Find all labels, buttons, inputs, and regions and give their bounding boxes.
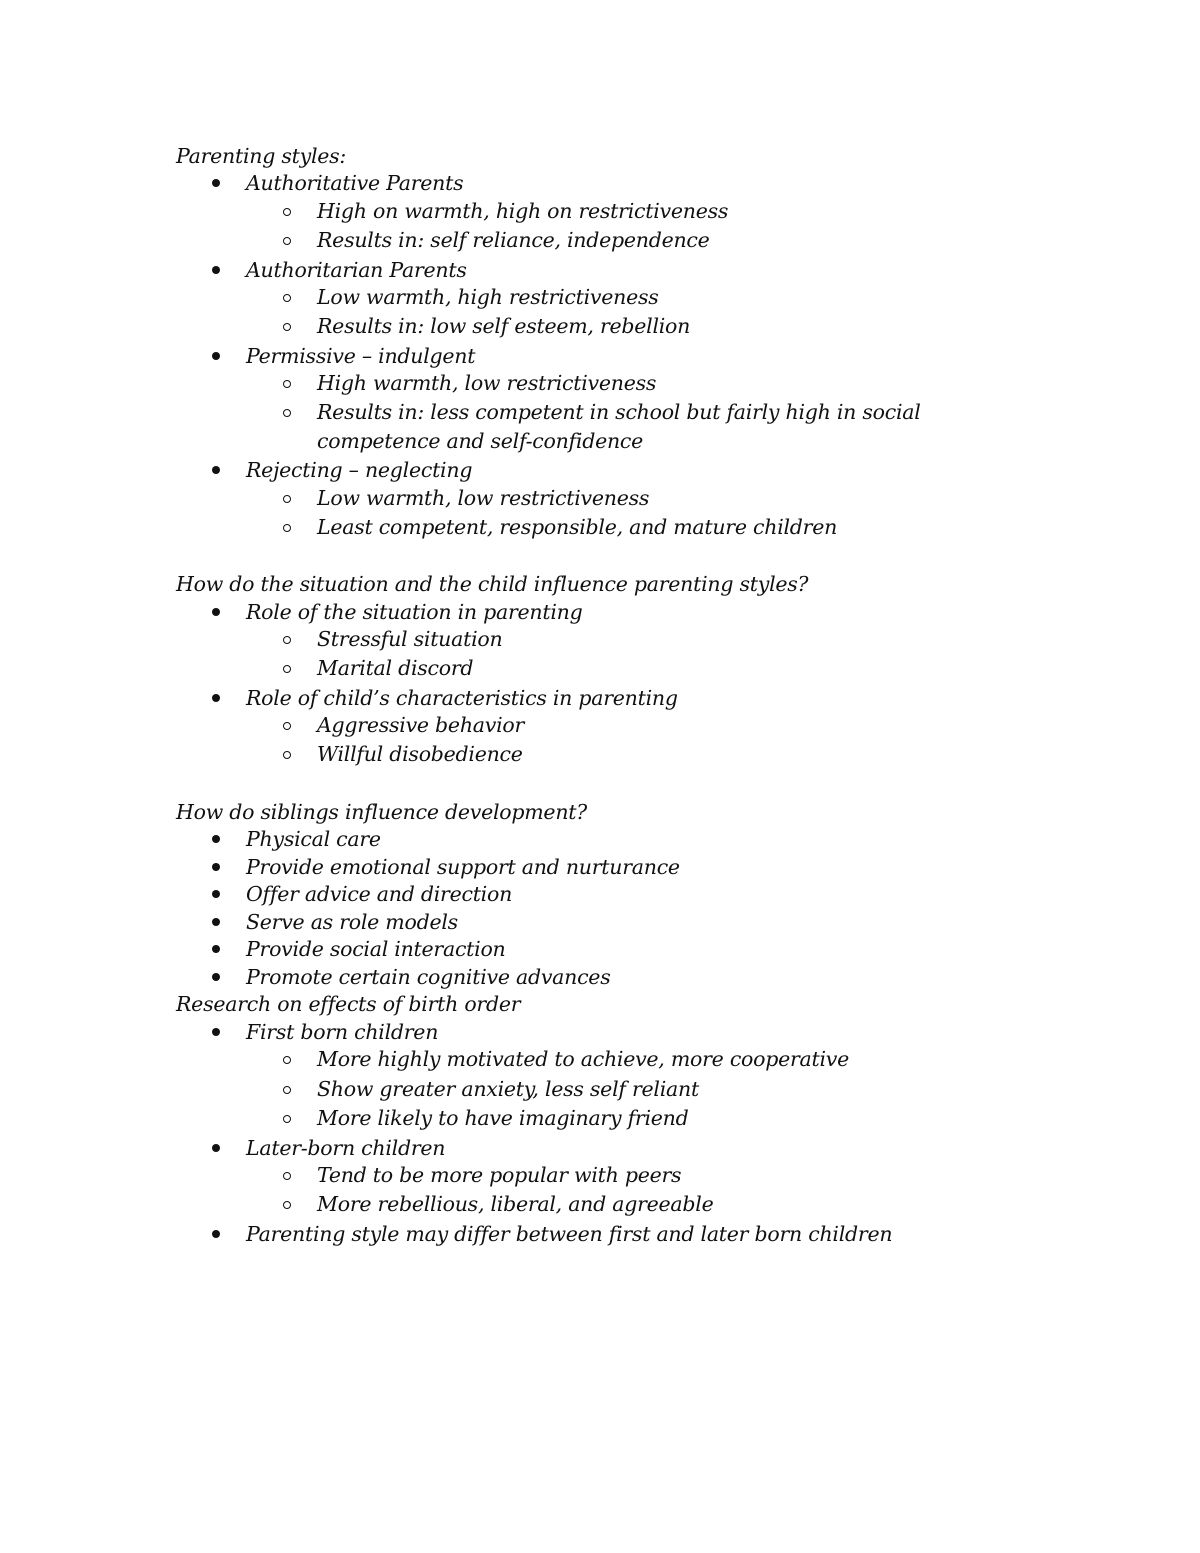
bullet-circle-icon	[283, 495, 291, 503]
bullet-dot-icon	[212, 266, 220, 274]
bullet-text: Promote certain cognitive advances	[246, 965, 611, 989]
section-heading-influence: How do the situation and the child influence parenting styles?	[176, 572, 809, 596]
sub-bullet-item	[317, 484, 649, 513]
bullet-text: Role of child’s characteristics in parenting	[246, 686, 678, 710]
sub-bullet-text: High warmth, low restrictiveness	[317, 371, 657, 395]
bullet-dot-icon	[212, 835, 220, 843]
bullet-dot-icon	[212, 945, 220, 953]
bullet-text: Physical care	[246, 827, 381, 851]
sub-bullet-text: Results in: self reliance, independence	[317, 228, 710, 252]
bullet-dot-icon	[212, 863, 220, 871]
bullet-circle-icon	[283, 380, 291, 388]
bullet-item	[246, 880, 512, 909]
sub-bullet-text: Low warmth, high restrictiveness	[317, 285, 659, 309]
bullet-item	[246, 908, 458, 937]
bullet-text: Parenting style may differ between first and later born children	[246, 1222, 893, 1246]
bullet-text: Authoritarian Parents	[246, 258, 467, 282]
sub-bullet-text: Results in: low self esteem, rebellion	[317, 314, 691, 338]
sub-bullet-text: Low warmth, low restrictiveness	[317, 486, 650, 510]
bullet-circle-icon	[283, 323, 291, 331]
bullet-item-parenting-style-note	[246, 1220, 892, 1249]
bullet-text: Provide emotional support and nurturance	[246, 855, 680, 879]
bullet-item	[246, 935, 506, 964]
bullet-circle-icon	[283, 1115, 291, 1123]
sub-bullet-item	[317, 283, 659, 312]
bullet-circle-icon	[283, 1086, 291, 1094]
bullet-circle-icon	[283, 409, 291, 417]
bullet-item-later-born	[246, 1134, 445, 1163]
bullet-item	[246, 825, 381, 854]
sub-bullet-item	[317, 1161, 681, 1190]
sub-bullet-text: Least competent, responsible, and mature children	[317, 515, 838, 539]
section-heading-birth-order: Research on effects of birth order	[176, 992, 521, 1016]
section-heading-siblings: How do siblings influence development?	[176, 800, 588, 824]
bullet-item	[246, 853, 680, 882]
bullet-dot-icon	[212, 352, 220, 360]
bullet-item	[246, 963, 610, 992]
bullet-item-situation	[246, 598, 583, 627]
sub-bullet-text: More rebellious, liberal, and agreeable	[317, 1192, 714, 1216]
sub-bullet-item	[317, 197, 728, 226]
sub-bullet-text: Stressful situation	[317, 627, 503, 651]
bullet-circle-icon	[283, 524, 291, 532]
sub-bullet-text: High on warmth, high on restrictiveness	[317, 199, 729, 223]
bullet-dot-icon	[212, 1028, 220, 1036]
sub-bullet-text: More highly motivated to achieve, more cooperative	[317, 1047, 850, 1071]
bullet-dot-icon	[212, 918, 220, 926]
bullet-item-rejecting	[246, 456, 472, 485]
bullet-dot-icon	[212, 694, 220, 702]
bullet-text: First born children	[246, 1020, 439, 1044]
bullet-dot-icon	[212, 179, 220, 187]
sub-bullet-item	[317, 398, 1017, 456]
sub-bullet-item	[317, 625, 502, 654]
bullet-circle-icon	[283, 1172, 291, 1180]
bullet-text: Later-born children	[246, 1136, 446, 1160]
sub-bullet-item	[317, 369, 656, 398]
section-heading-parenting-styles: Parenting styles:	[176, 144, 347, 168]
sub-bullet-text: Marital discord	[317, 656, 474, 680]
bullet-text: Permissive – indulgent	[246, 344, 476, 368]
bullet-text: Role of the situation in parenting	[246, 600, 583, 624]
bullet-circle-icon	[283, 1056, 291, 1064]
bullet-circle-icon	[283, 665, 291, 673]
bullet-item-authoritative	[246, 169, 463, 198]
bullet-text: Authoritative Parents	[246, 171, 464, 195]
sub-bullet-item	[317, 513, 837, 542]
sub-bullet-item	[317, 1045, 849, 1074]
sub-bullet-item	[317, 1075, 699, 1104]
sub-bullet-text: Results in: less competent in school but fairly high in social competence and self-confidence	[317, 400, 921, 453]
sub-bullet-text: Willful disobedience	[317, 742, 523, 766]
bullet-text: Offer advice and direction	[246, 882, 513, 906]
bullet-item-permissive	[246, 342, 475, 371]
bullet-dot-icon	[212, 973, 220, 981]
bullet-dot-icon	[212, 1230, 220, 1238]
bullet-circle-icon	[283, 208, 291, 216]
sub-bullet-text: Show greater anxiety, less self reliant	[317, 1077, 699, 1101]
sub-bullet-item	[317, 1104, 688, 1133]
bullet-dot-icon	[212, 608, 220, 616]
bullet-text: Rejecting – neglecting	[246, 458, 473, 482]
bullet-circle-icon	[283, 237, 291, 245]
bullet-item-first-born	[246, 1018, 438, 1047]
bullet-text: Provide social interaction	[246, 937, 506, 961]
bullet-dot-icon	[212, 1144, 220, 1152]
bullet-circle-icon	[283, 636, 291, 644]
sub-bullet-item	[317, 226, 710, 255]
bullet-dot-icon	[212, 890, 220, 898]
sub-bullet-text: More likely to have imaginary friend	[317, 1106, 689, 1130]
sub-bullet-text: Aggressive behavior	[317, 713, 525, 737]
sub-bullet-item	[317, 711, 524, 740]
bullet-item-child	[246, 684, 678, 713]
bullet-item-authoritarian	[246, 256, 467, 285]
bullet-circle-icon	[283, 751, 291, 759]
sub-bullet-item	[317, 312, 690, 341]
bullet-circle-icon	[283, 294, 291, 302]
bullet-text: Serve as role models	[246, 910, 458, 934]
sub-bullet-item	[317, 654, 473, 683]
bullet-circle-icon	[283, 1201, 291, 1209]
sub-bullet-item	[317, 1190, 713, 1219]
sub-bullet-item	[317, 740, 523, 769]
sub-bullet-text: Tend to be more popular with peers	[317, 1163, 682, 1187]
bullet-circle-icon	[283, 722, 291, 730]
bullet-dot-icon	[212, 466, 220, 474]
